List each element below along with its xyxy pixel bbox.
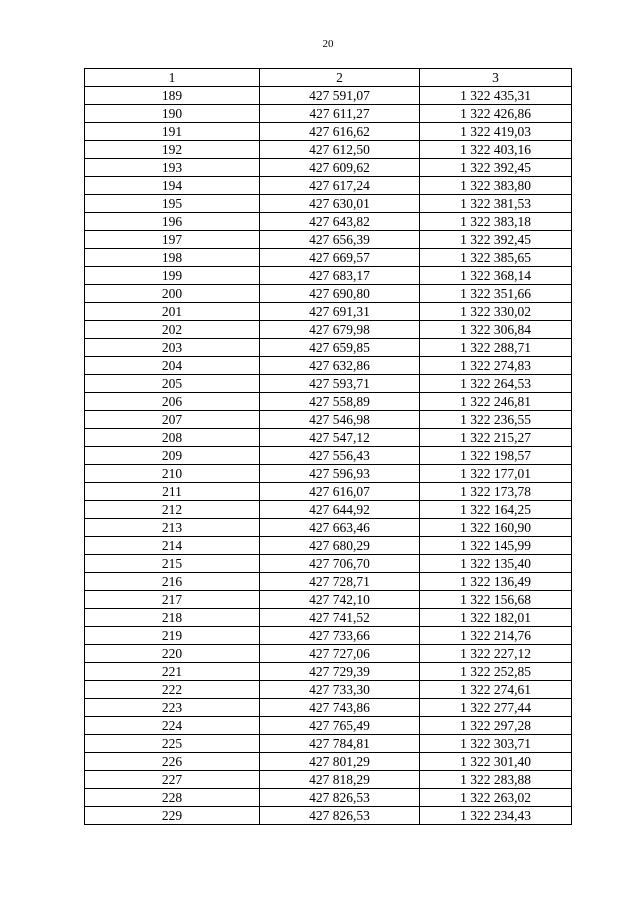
x-coordinate-cell: 427 596,93 <box>260 465 420 483</box>
point-number-cell: 197 <box>85 231 260 249</box>
point-number-cell: 196 <box>85 213 260 231</box>
y-coordinate-cell: 1 322 136,49 <box>420 573 572 591</box>
table-row <box>85 159 572 177</box>
table-row <box>85 87 572 105</box>
point-number-cell: 223 <box>85 699 260 717</box>
table-row <box>85 339 572 357</box>
y-coordinate-cell: 1 322 392,45 <box>420 159 572 177</box>
point-number-cell: 211 <box>85 483 260 501</box>
y-coordinate-cell: 1 322 426,86 <box>420 105 572 123</box>
x-coordinate-cell: 427 591,07 <box>260 87 420 105</box>
point-number-cell: 204 <box>85 357 260 375</box>
point-number-cell: 209 <box>85 447 260 465</box>
table-row <box>85 447 572 465</box>
table-row <box>85 285 572 303</box>
column-header-2: 2 <box>260 69 420 87</box>
y-coordinate-cell: 1 322 306,84 <box>420 321 572 339</box>
x-coordinate-cell: 427 593,71 <box>260 375 420 393</box>
point-number-cell: 195 <box>85 195 260 213</box>
y-coordinate-cell: 1 322 234,43 <box>420 807 572 825</box>
y-coordinate-cell: 1 322 263,02 <box>420 789 572 807</box>
table-row <box>85 735 572 753</box>
y-coordinate-cell: 1 322 173,78 <box>420 483 572 501</box>
x-coordinate-cell: 427 558,89 <box>260 393 420 411</box>
y-coordinate-cell: 1 322 160,90 <box>420 519 572 537</box>
table-body <box>85 87 572 825</box>
point-number-cell: 208 <box>85 429 260 447</box>
point-number-cell: 224 <box>85 717 260 735</box>
x-coordinate-cell: 427 612,50 <box>260 141 420 159</box>
x-coordinate-cell: 427 546,98 <box>260 411 420 429</box>
x-coordinate-cell: 427 706,70 <box>260 555 420 573</box>
y-coordinate-cell: 1 322 227,12 <box>420 645 572 663</box>
table-row <box>85 609 572 627</box>
x-coordinate-cell: 427 616,07 <box>260 483 420 501</box>
table-row <box>85 807 572 825</box>
table-row <box>85 591 572 609</box>
point-number-cell: 210 <box>85 465 260 483</box>
x-coordinate-cell: 427 727,06 <box>260 645 420 663</box>
y-coordinate-cell: 1 322 330,02 <box>420 303 572 321</box>
y-coordinate-cell: 1 322 368,14 <box>420 267 572 285</box>
x-coordinate-cell: 427 826,53 <box>260 807 420 825</box>
y-coordinate-cell: 1 322 385,65 <box>420 249 572 267</box>
point-number-cell: 190 <box>85 105 260 123</box>
table-row <box>85 645 572 663</box>
point-number-cell: 220 <box>85 645 260 663</box>
point-number-cell: 227 <box>85 771 260 789</box>
x-coordinate-cell: 427 801,29 <box>260 753 420 771</box>
table-row <box>85 537 572 555</box>
table-row <box>85 357 572 375</box>
y-coordinate-cell: 1 322 392,45 <box>420 231 572 249</box>
point-number-cell: 194 <box>85 177 260 195</box>
y-coordinate-cell: 1 322 303,71 <box>420 735 572 753</box>
point-number-cell: 226 <box>85 753 260 771</box>
x-coordinate-cell: 427 609,62 <box>260 159 420 177</box>
column-header-1: 1 <box>85 69 260 87</box>
table-row <box>85 429 572 447</box>
y-coordinate-cell: 1 322 177,01 <box>420 465 572 483</box>
table-row <box>85 501 572 519</box>
column-header-3: 3 <box>420 69 572 87</box>
table-row <box>85 681 572 699</box>
point-number-cell: 206 <box>85 393 260 411</box>
x-coordinate-cell: 427 656,39 <box>260 231 420 249</box>
x-coordinate-cell: 427 742,10 <box>260 591 420 609</box>
x-coordinate-cell: 427 663,46 <box>260 519 420 537</box>
table-row <box>85 771 572 789</box>
table-row <box>85 519 572 537</box>
table-row <box>85 375 572 393</box>
table-row <box>85 195 572 213</box>
table-row <box>85 483 572 501</box>
x-coordinate-cell: 427 784,81 <box>260 735 420 753</box>
table-row <box>85 105 572 123</box>
x-coordinate-cell: 427 683,17 <box>260 267 420 285</box>
table-row <box>85 249 572 267</box>
point-number-cell: 207 <box>85 411 260 429</box>
point-number-cell: 225 <box>85 735 260 753</box>
x-coordinate-cell: 427 729,39 <box>260 663 420 681</box>
x-coordinate-cell: 427 547,12 <box>260 429 420 447</box>
x-coordinate-cell: 427 743,86 <box>260 699 420 717</box>
table-row <box>85 465 572 483</box>
y-coordinate-cell: 1 322 297,28 <box>420 717 572 735</box>
point-number-cell: 216 <box>85 573 260 591</box>
point-number-cell: 192 <box>85 141 260 159</box>
x-coordinate-cell: 427 556,43 <box>260 447 420 465</box>
x-coordinate-cell: 427 741,52 <box>260 609 420 627</box>
x-coordinate-cell: 427 659,85 <box>260 339 420 357</box>
point-number-cell: 228 <box>85 789 260 807</box>
point-number-cell: 217 <box>85 591 260 609</box>
x-coordinate-cell: 427 616,62 <box>260 123 420 141</box>
table-row <box>85 753 572 771</box>
y-coordinate-cell: 1 322 236,55 <box>420 411 572 429</box>
y-coordinate-cell: 1 322 274,83 <box>420 357 572 375</box>
x-coordinate-cell: 427 644,92 <box>260 501 420 519</box>
y-coordinate-cell: 1 322 419,03 <box>420 123 572 141</box>
x-coordinate-cell: 427 643,82 <box>260 213 420 231</box>
table-row <box>85 123 572 141</box>
table-row <box>85 177 572 195</box>
y-coordinate-cell: 1 322 435,31 <box>420 87 572 105</box>
x-coordinate-cell: 427 679,98 <box>260 321 420 339</box>
x-coordinate-cell: 427 611,27 <box>260 105 420 123</box>
y-coordinate-cell: 1 322 274,61 <box>420 681 572 699</box>
point-number-cell: 214 <box>85 537 260 555</box>
x-coordinate-cell: 427 669,57 <box>260 249 420 267</box>
x-coordinate-cell: 427 765,49 <box>260 717 420 735</box>
point-number-cell: 201 <box>85 303 260 321</box>
table-row <box>85 663 572 681</box>
point-number-cell: 200 <box>85 285 260 303</box>
y-coordinate-cell: 1 322 383,80 <box>420 177 572 195</box>
table-row <box>85 411 572 429</box>
y-coordinate-cell: 1 322 301,40 <box>420 753 572 771</box>
point-number-cell: 191 <box>85 123 260 141</box>
x-coordinate-cell: 427 733,30 <box>260 681 420 699</box>
point-number-cell: 229 <box>85 807 260 825</box>
table-row <box>85 321 572 339</box>
y-coordinate-cell: 1 322 264,53 <box>420 375 572 393</box>
y-coordinate-cell: 1 322 215,27 <box>420 429 572 447</box>
point-number-cell: 218 <box>85 609 260 627</box>
table-row <box>85 213 572 231</box>
y-coordinate-cell: 1 322 383,18 <box>420 213 572 231</box>
y-coordinate-cell: 1 322 351,66 <box>420 285 572 303</box>
y-coordinate-cell: 1 322 156,68 <box>420 591 572 609</box>
table-row <box>85 717 572 735</box>
point-number-cell: 219 <box>85 627 260 645</box>
y-coordinate-cell: 1 322 198,57 <box>420 447 572 465</box>
point-number-cell: 202 <box>85 321 260 339</box>
point-number-cell: 199 <box>85 267 260 285</box>
y-coordinate-cell: 1 322 135,40 <box>420 555 572 573</box>
page-number: 20 <box>322 38 334 50</box>
y-coordinate-cell: 1 322 246,81 <box>420 393 572 411</box>
table-row <box>85 789 572 807</box>
y-coordinate-cell: 1 322 403,16 <box>420 141 572 159</box>
table-header-row <box>85 69 572 87</box>
y-coordinate-cell: 1 322 277,44 <box>420 699 572 717</box>
table-row <box>85 267 572 285</box>
point-number-cell: 193 <box>85 159 260 177</box>
point-number-cell: 221 <box>85 663 260 681</box>
y-coordinate-cell: 1 322 283,88 <box>420 771 572 789</box>
point-number-cell: 212 <box>85 501 260 519</box>
point-number-cell: 215 <box>85 555 260 573</box>
x-coordinate-cell: 427 728,71 <box>260 573 420 591</box>
y-coordinate-cell: 1 322 145,99 <box>420 537 572 555</box>
table-row <box>85 141 572 159</box>
x-coordinate-cell: 427 826,53 <box>260 789 420 807</box>
table-row <box>85 555 572 573</box>
coordinates-table <box>84 68 572 825</box>
table-row <box>85 573 572 591</box>
y-coordinate-cell: 1 322 214,76 <box>420 627 572 645</box>
point-number-cell: 222 <box>85 681 260 699</box>
x-coordinate-cell: 427 632,86 <box>260 357 420 375</box>
x-coordinate-cell: 427 617,24 <box>260 177 420 195</box>
table-row <box>85 393 572 411</box>
table-row <box>85 627 572 645</box>
x-coordinate-cell: 427 630,01 <box>260 195 420 213</box>
point-number-cell: 213 <box>85 519 260 537</box>
x-coordinate-cell: 427 691,31 <box>260 303 420 321</box>
y-coordinate-cell: 1 322 252,85 <box>420 663 572 681</box>
point-number-cell: 205 <box>85 375 260 393</box>
y-coordinate-cell: 1 322 288,71 <box>420 339 572 357</box>
table-row <box>85 303 572 321</box>
y-coordinate-cell: 1 322 182,01 <box>420 609 572 627</box>
x-coordinate-cell: 427 818,29 <box>260 771 420 789</box>
x-coordinate-cell: 427 733,66 <box>260 627 420 645</box>
y-coordinate-cell: 1 322 381,53 <box>420 195 572 213</box>
y-coordinate-cell: 1 322 164,25 <box>420 501 572 519</box>
point-number-cell: 203 <box>85 339 260 357</box>
x-coordinate-cell: 427 690,80 <box>260 285 420 303</box>
point-number-cell: 189 <box>85 87 260 105</box>
x-coordinate-cell: 427 680,29 <box>260 537 420 555</box>
table-row <box>85 699 572 717</box>
table-row <box>85 231 572 249</box>
point-number-cell: 198 <box>85 249 260 267</box>
